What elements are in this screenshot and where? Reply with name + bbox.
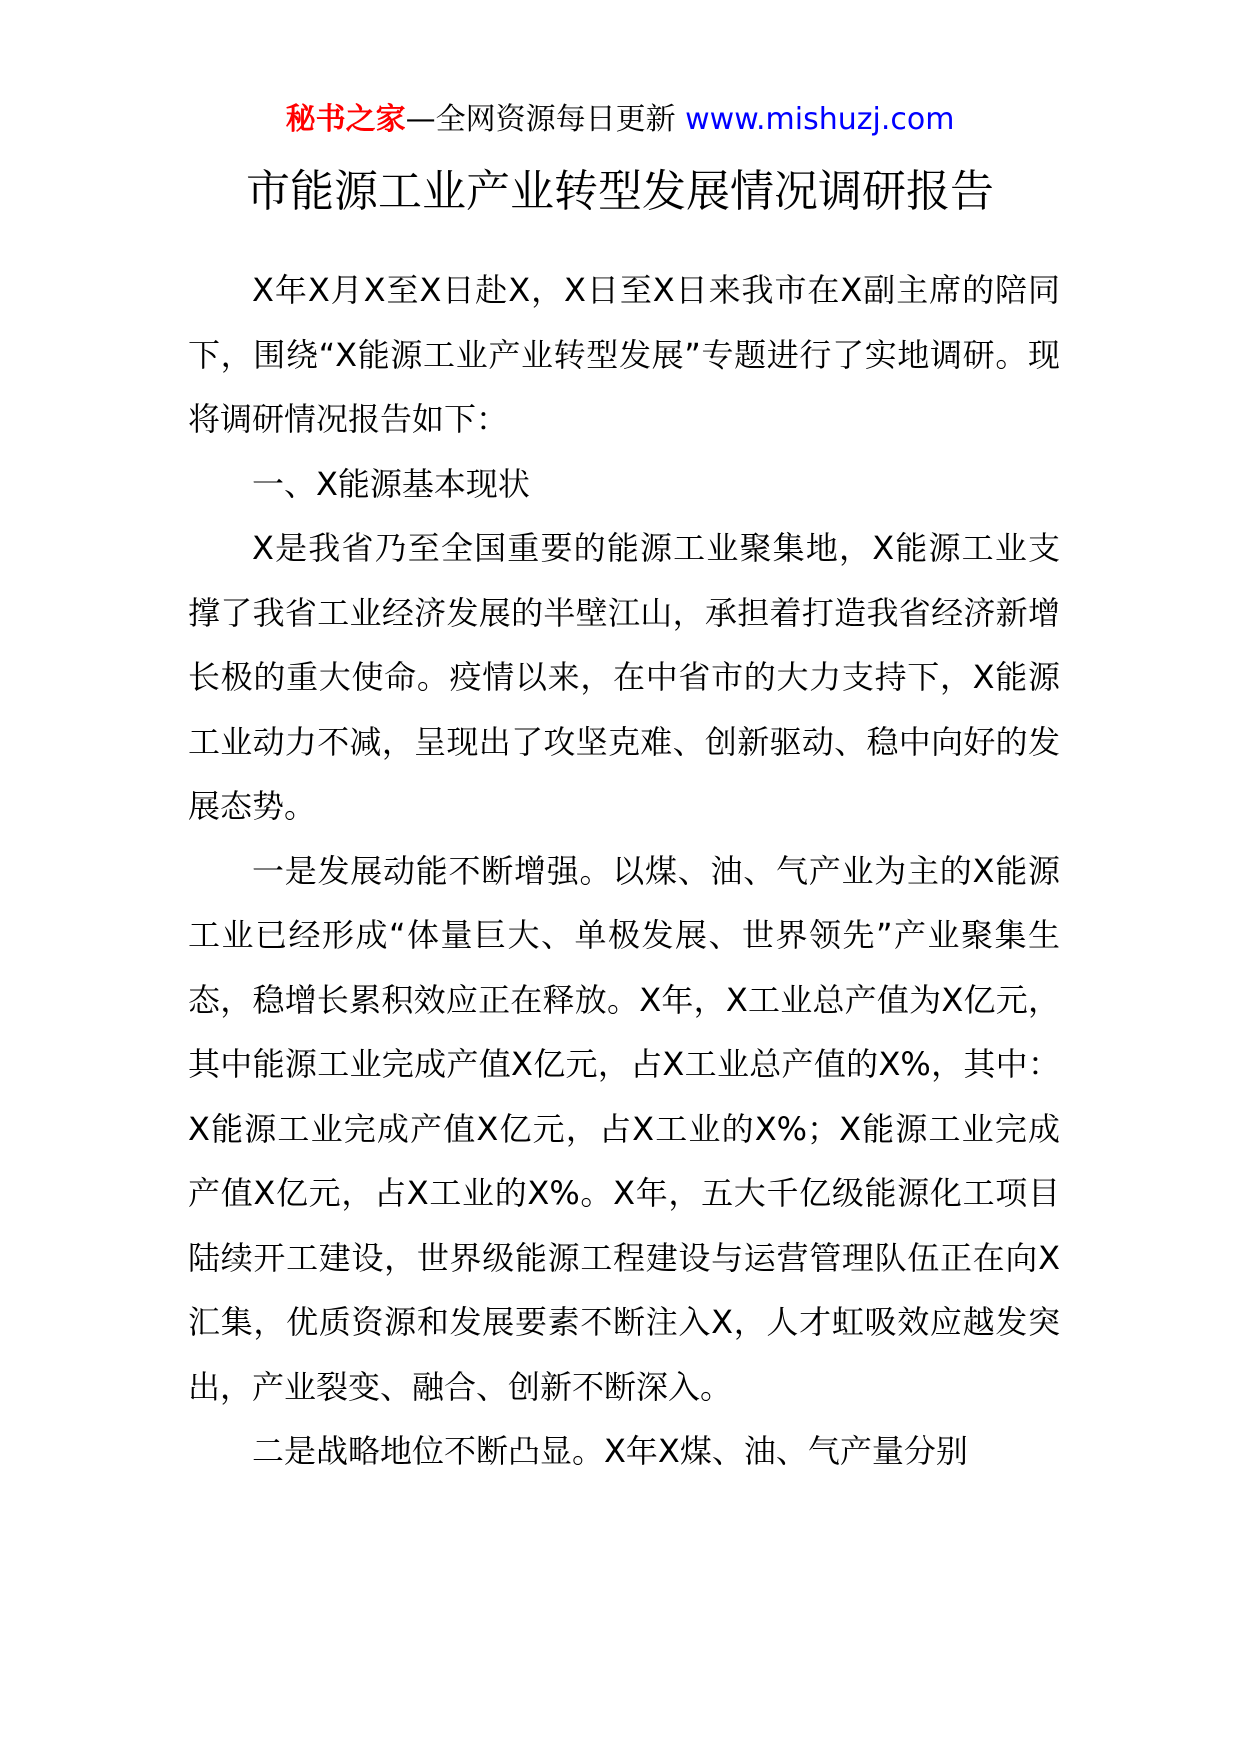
section-heading: 一、X能源基本现状	[252, 464, 530, 503]
site-header	[0, 100, 1240, 140]
paragraph-point-two: 二是战略地位不断凸显。X年X煤、油、气产量分别	[252, 1432, 968, 1470]
header-tagline: —全网资源每日更新	[405, 102, 676, 137]
brand-name: 秘书之家	[285, 102, 406, 137]
paragraph-point-one: 一是发展动能不断增强。以煤、油、气产业为主的X能源工业已经形成“体量巨大、单极发展、世界领先”产业聚集生态，稳增长累积效应正在释放。X年，X工业总产值为X亿元，其中能源工业完成产值X亿元，占X工业总产值的X%，其中：X能源工业完成产值X亿元，占X工业的X%；X能源工业完成产值X亿元，占X工业的X%。X年，五大千亿级能源化工项目陆续开工建设，世界级能源工程建设与运营管理队伍正在向X汇集，优质资源和发展要素不断注入X，人才虹吸效应越发突出，产业裂变、融合、创新不断深入。	[188, 851, 1060, 1406]
site-url-link[interactable]: www.mishuzj.com	[685, 102, 955, 137]
paragraph-intro: X年X月X至X日赴X，X日至X日来我市在X副主席的陪同下，围绕“X能源工业产业转型发展”专题进行了实地调研。现将调研情况报告如下：	[188, 271, 1060, 438]
document-title: 市能源工业产业转型发展情况调研报告	[246, 166, 994, 217]
paragraph-overview: X是我省乃至全国重要的能源工业聚集地，X能源工业支撑了我省工业经济发展的半壁江山，承担着打造我省经济新增长极的重大使命。疫情以来，在中省市的大力支持下，X能源工业动力不减，呈现出了攻坚克难、创新驱动、稳中向好的发展态势。	[188, 529, 1060, 825]
document-body	[188, 258, 1060, 1484]
